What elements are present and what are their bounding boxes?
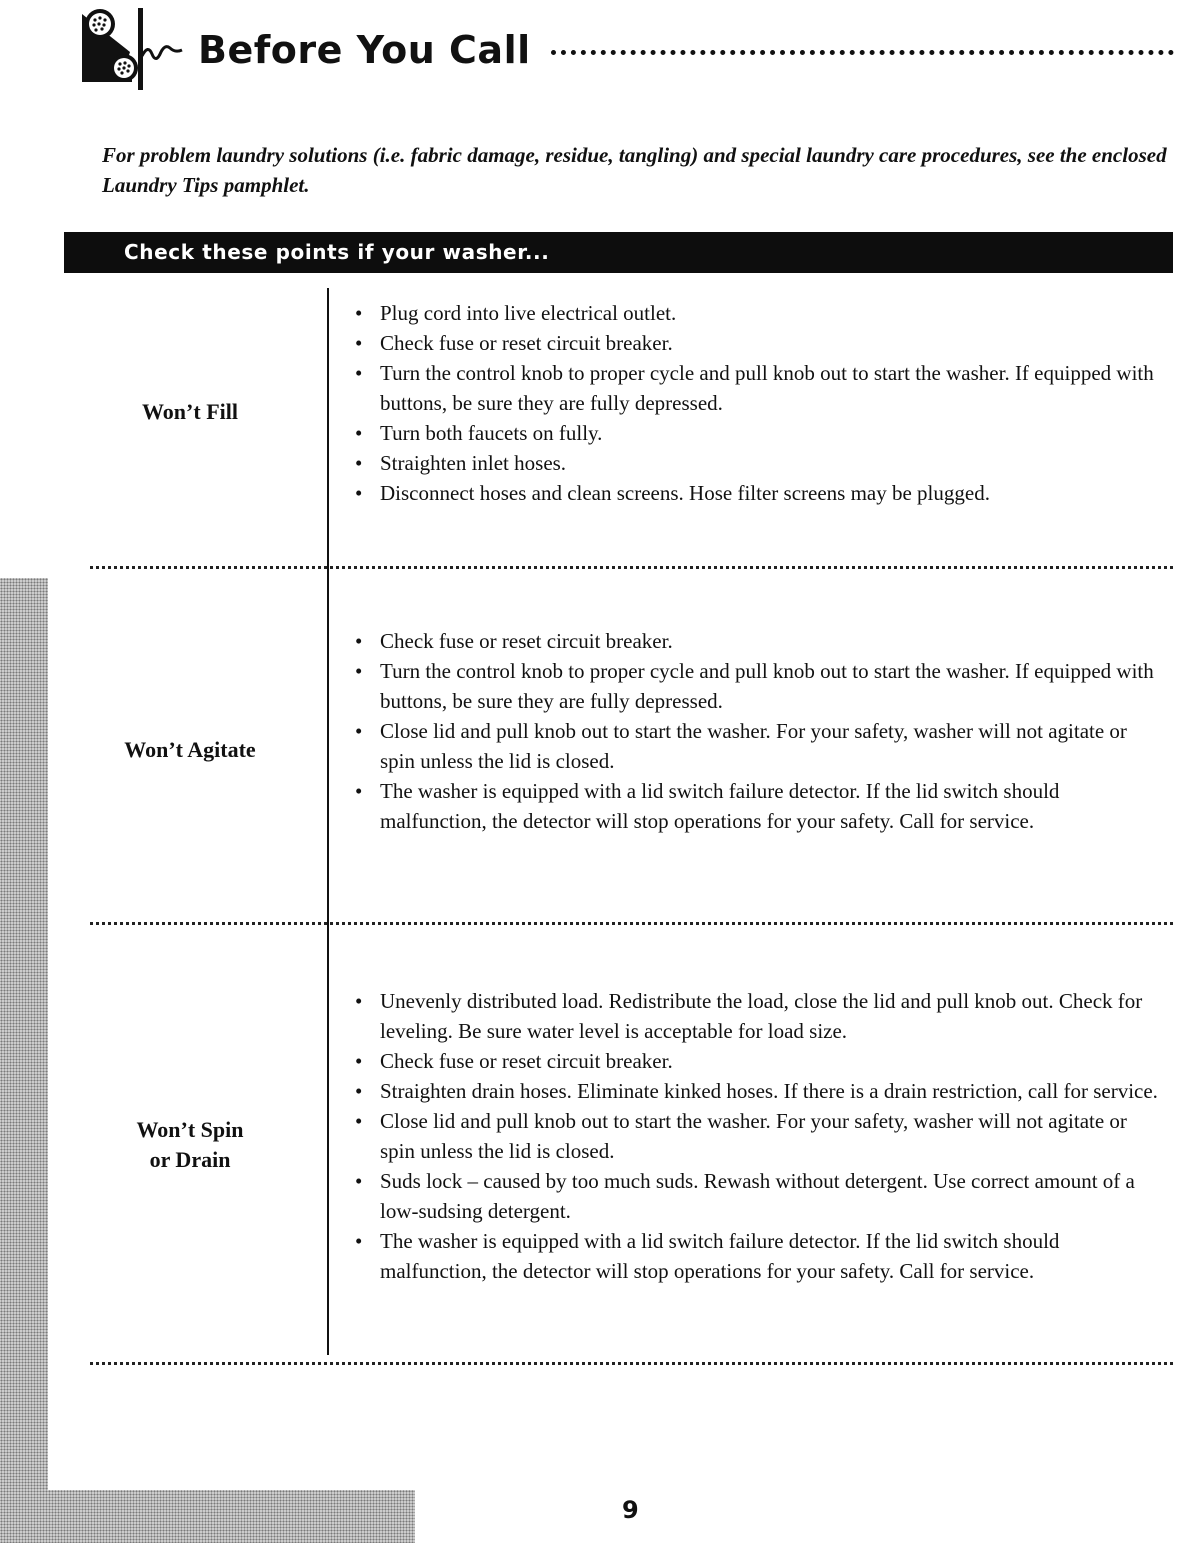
problem-label-wont-fill: Won’t Fill	[142, 399, 238, 424]
title-dot-leader	[551, 50, 1174, 55]
page-title: Before You Call	[198, 28, 531, 72]
page-number: 9	[622, 1496, 639, 1524]
checklist-wont-agitate	[350, 626, 1165, 836]
problem-label-wont-spin-or-drain	[90, 1115, 290, 1175]
intro-note: For problem laundry solutions (i.e. fabric damage, residue, tangling) and special laundry care procedures, see the enclosed Laundry Tips pamphlet.	[102, 143, 1167, 197]
list-item: • Check fuse or reset circuit breaker.	[350, 626, 1165, 656]
list-item: • The washer is equipped with a lid switch failure detector. If the lid switch should malfunction, the detector will stop operations for your safety. Call for service.	[350, 776, 1165, 836]
list-item: • Close lid and pull knob out to start the washer. For your safety, washer will not agitate or spin unless the lid is closed.	[350, 1106, 1165, 1166]
problem-label-wont-agitate: Won’t Agitate	[124, 737, 256, 762]
list-item: • Suds lock – caused by too much suds. Rewash without detergent. Use correct amount of a low-sudsing detergent.	[350, 1166, 1165, 1226]
list-item: • Turn the control knob to proper cycle and pull knob out to start the washer. If equipped with buttons, be sure they are fully depressed.	[350, 656, 1165, 716]
list-item: • Check fuse or reset circuit breaker.	[350, 328, 1165, 358]
problem-label-line: or Drain	[149, 1147, 231, 1172]
list-item: • Disconnect hoses and clean screens. Hose filter screens may be plugged.	[350, 478, 1165, 508]
list-item: • Check fuse or reset circuit breaker.	[350, 1046, 1165, 1076]
list-item: • Unevenly distributed load. Redistribute the load, close the lid and pull knob out. Check for leveling. Be sure water level is acceptable for load size.	[350, 986, 1165, 1046]
washer-hose-logo-icon	[78, 6, 188, 96]
list-item: • Straighten inlet hoses.	[350, 448, 1165, 478]
problem-label-line: Won’t Spin	[136, 1117, 244, 1142]
halftone-margin-band	[0, 578, 48, 1543]
row-separator	[90, 1362, 1173, 1365]
halftone-footer-band	[0, 1490, 415, 1543]
column-divider	[327, 288, 329, 1355]
row-separator	[90, 922, 1173, 925]
list-item: • The washer is equipped with a lid switch failure detector. If the lid switch should malfunction, the detector will stop operations for your safety. Call for service.	[350, 1226, 1165, 1286]
list-item: • Plug cord into live electrical outlet.	[350, 298, 1165, 328]
checklist-wont-fill	[350, 298, 1165, 508]
list-item: • Turn the control knob to proper cycle and pull knob out to start the washer. If equipped with buttons, be sure they are fully depressed.	[350, 358, 1165, 418]
list-item: • Close lid and pull knob out to start the washer. For your safety, washer will not agitate or spin unless the lid is closed.	[350, 716, 1165, 776]
list-item: • Turn both faucets on fully.	[350, 418, 1165, 448]
checklist-wont-spin-or-drain	[350, 986, 1165, 1286]
row-separator	[90, 566, 1173, 569]
page-header	[78, 6, 1178, 96]
list-item: • Straighten drain hoses. Eliminate kinked hoses. If there is a drain restriction, call for service.	[350, 1076, 1165, 1106]
section-banner: Check these points if your washer...	[64, 232, 1173, 273]
